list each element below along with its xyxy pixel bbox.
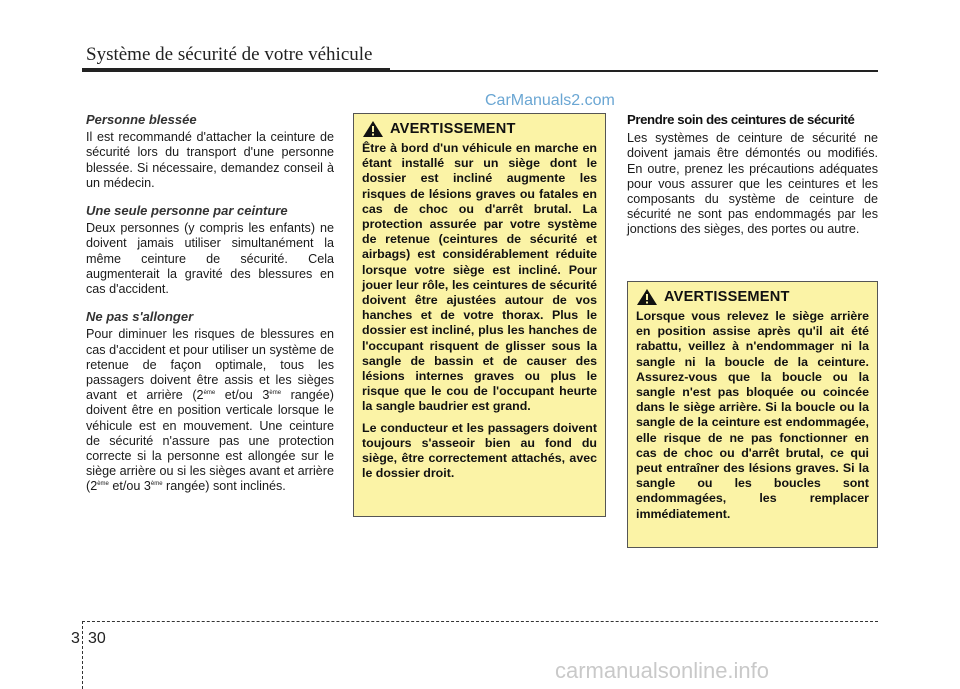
warning-header bbox=[362, 120, 597, 138]
page-number: 30 bbox=[88, 630, 106, 647]
right-column bbox=[627, 112, 878, 250]
section-text-belt-care: Les systèmes de ceinture de sécurité ne doivent jamais être démontés ou modifiés. En outre, prenez les précautions adéquates pour vous assurer que les ceintures et les composants du système de ceinture de sécurité ne sont pas endommagés par les jonctions des sièges, des portes ou autre. bbox=[627, 131, 878, 237]
watermark-top[interactable]: CarManuals2.com bbox=[485, 92, 615, 109]
warning-box-reclined-seat bbox=[353, 113, 606, 517]
warning-paragraph: Le conducteur et les passagers doivent toujours s'asseoir bien au fond du siège, être correctement attachés, avec le dossier droit. bbox=[362, 420, 597, 481]
warning-box-rear-seat bbox=[627, 281, 878, 548]
section-text-injured: Il est recommandé d'attacher la ceinture de sécurité lors du transport d'une personne blessée. Si nécessaire, demandez conseil à un médecin. bbox=[86, 130, 334, 190]
left-column bbox=[86, 112, 334, 507]
section-title-one-per-belt: Une seule personne par ceinture bbox=[86, 203, 288, 219]
header-rule-thin bbox=[390, 70, 878, 72]
page-title: Système de sécurité de votre véhicule bbox=[86, 44, 373, 65]
warning-header bbox=[636, 288, 869, 306]
section-text-no-lying: Pour diminuer les risques de blessures en cas d'accident et pour utiliser un système de retenue de façon optimale, tous les passagers doivent être assis et les sièges avant et arrière (2ème et/ou 3ème rangée) doivent être en position verticale lorsque le véhicule est en mouvement. Une ceinture de sécurité n'assure pas une protection correcte si la personne est allongée sur le siège arrière ou si les sièges avant et arrière (2ème et/ou 3ème rangée) sont inclinés. bbox=[86, 327, 334, 494]
section-text-one-per-belt: Deux personnes (y compris les enfants) ne doivent jamais utiliser simultanément la même ceinture de sécurité. Cela augmenterait la gravité des blessures en cas d'accident. bbox=[86, 221, 334, 297]
warning-paragraph: Lorsque vous relevez le siège arrière en position assise après qu'il ait été rabattu, veillez à n'endommager ni la sangle ni la boucle de la ceinture. Assurez-vous que la boucle ou la sangle n'est pas bloquée ou coincée dans le siège arrière. Si la boucle ou la sangle de la ceinture est endommagée, elle risque de ne pas fonctionner en cas de choc ou d'arrêt brutal, ce qui peut entraîner des lésions graves. Si la sangle ou les boucles sont endommagées, les remplacer immédiatement. bbox=[636, 309, 869, 521]
warning-title: AVERTISSEMENT bbox=[664, 289, 790, 305]
header-rule-thick bbox=[82, 68, 390, 72]
footer-rule bbox=[82, 621, 878, 622]
warning-title: AVERTISSEMENT bbox=[390, 121, 516, 137]
footer-vertical-rule bbox=[82, 621, 83, 689]
section-heading-belt-care: Prendre soin des ceintures de sécurité bbox=[627, 112, 855, 127]
page-chapter: 3 bbox=[71, 630, 80, 647]
warning-triangle-icon bbox=[362, 120, 384, 138]
watermark-bottom[interactable]: carmanualsonline.info bbox=[555, 658, 770, 683]
warning-triangle-icon bbox=[636, 288, 658, 306]
section-title-injured: Personne blessée bbox=[86, 112, 197, 127]
section-title-no-lying: Ne pas s'allonger bbox=[86, 309, 194, 325]
warning-paragraph: Être à bord d'un véhicule en marche en étant installé sur un siège dont le dossier est incliné augmente les risques de lésions graves ou fatales en cas de choc ou d'arrêt brutal. La protection assurée par votre système de retenue (ceintures de sécurité et airbags) est considérablement réduite lorsque votre siège est incliné. Pour jouer leur rôle, les ceintures de sécurité doivent être ajustées autour de vos hanches et de votre thorax. Plus le dossier est incliné, plus les hanches de l'occupant risquent de glisser sous la sangle de bassin et de causer des lésions internes graves ou plus le risque que le cou de l'occupant heurte la sangle baudrier est grand. bbox=[362, 141, 597, 414]
